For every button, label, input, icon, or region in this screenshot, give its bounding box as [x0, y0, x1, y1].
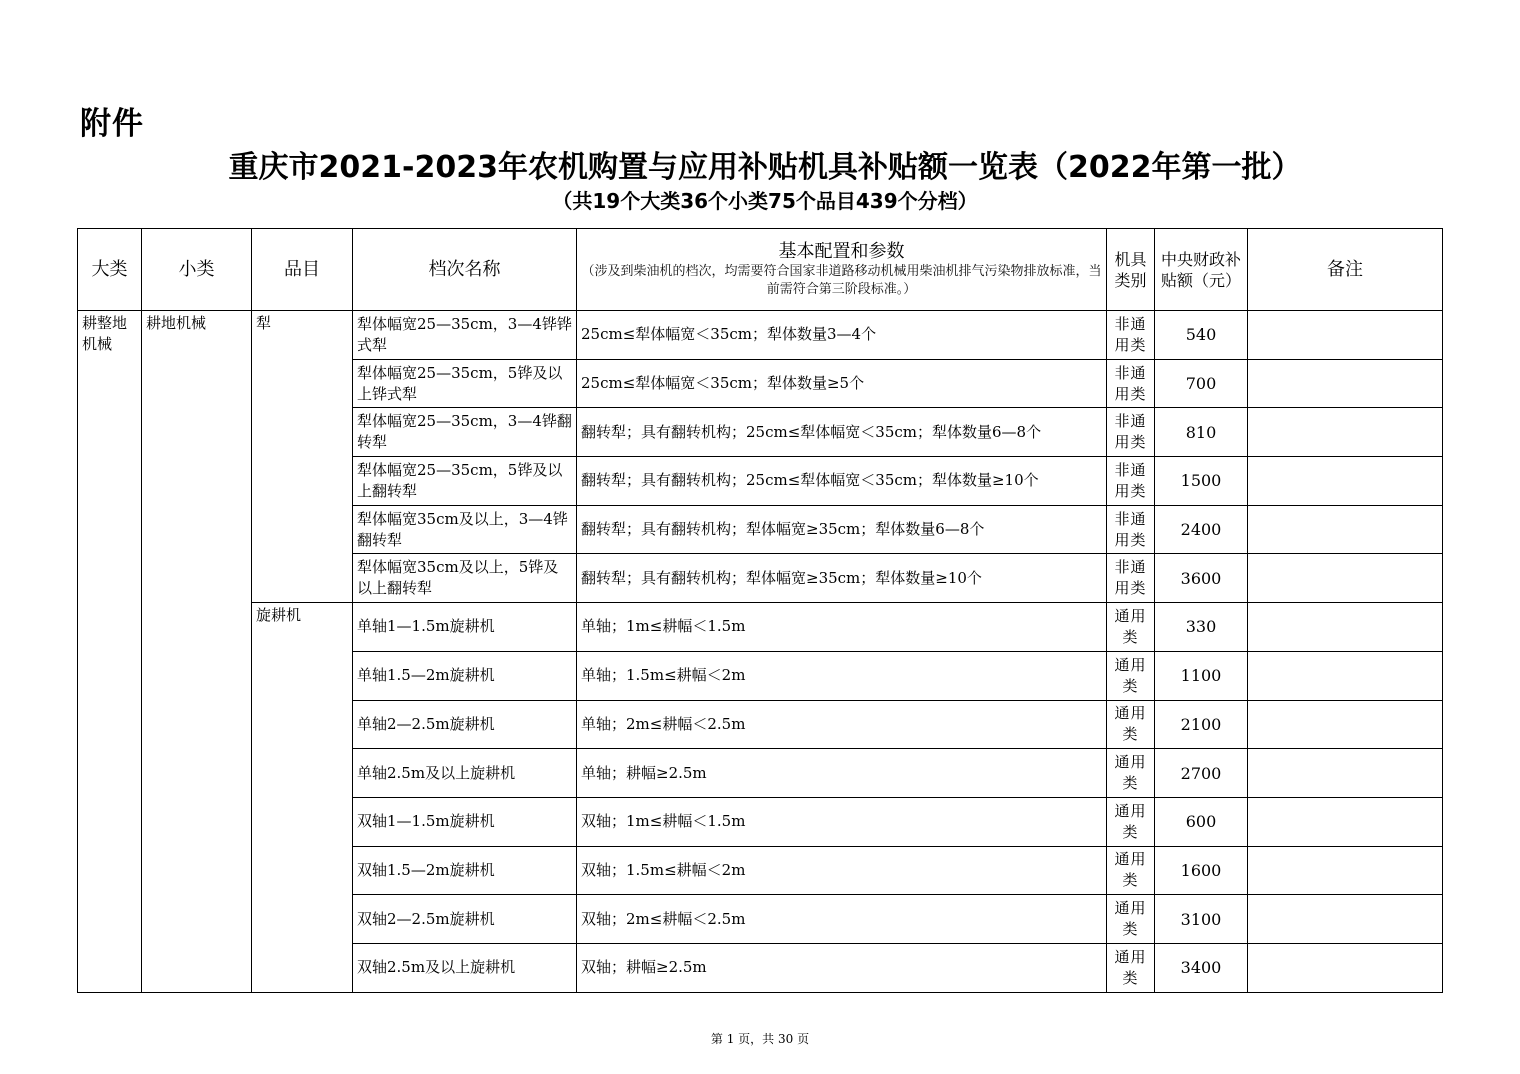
- cell-remark: [1248, 505, 1443, 554]
- cell-remark: [1248, 408, 1443, 457]
- table-row: [78, 603, 1443, 652]
- cell-remark: [1248, 895, 1443, 944]
- cell-remark: [1248, 846, 1443, 895]
- cell-params: 翻转犁；具有翻转机构；25cm≤犁体幅宽＜35cm；犁体数量6—8个: [577, 408, 1107, 457]
- cell-params: 双轴；耕幅≥2.5m: [577, 943, 1107, 992]
- cell-params: 翻转犁；具有翻转机构；犁体幅宽≥35cm；犁体数量6—8个: [577, 505, 1107, 554]
- cell-machine-type: 通用类: [1107, 797, 1155, 846]
- cell-amount: 1500: [1155, 457, 1248, 506]
- cell-remark: [1248, 554, 1443, 603]
- page-footer: 第 1 页，共 30 页: [710, 1032, 810, 1046]
- table-header-row: [78, 229, 1443, 311]
- cell-remark: [1248, 749, 1443, 798]
- cell-params: 双轴；2m≤耕幅＜2.5m: [577, 895, 1107, 944]
- cell-machine-type: 通用类: [1107, 895, 1155, 944]
- header-params: [577, 229, 1107, 311]
- cell-params: 单轴；1m≤耕幅＜1.5m: [577, 603, 1107, 652]
- cell-amount: 2100: [1155, 700, 1248, 749]
- header-params-title: 基本配置和参数: [778, 240, 905, 262]
- cell-item: 旋耕机: [252, 603, 353, 993]
- cell-machine-type: 通用类: [1107, 749, 1155, 798]
- cell-remark: [1248, 359, 1443, 408]
- cell-grade: 犁体幅宽25—35cm，3—4铧铧式犁: [353, 311, 577, 360]
- table-row: [78, 311, 1443, 360]
- cell-params: 翻转犁；具有翻转机构；犁体幅宽≥35cm；犁体数量≥10个: [577, 554, 1107, 603]
- cell-machine-type: 通用类: [1107, 846, 1155, 895]
- cell-machine-type: 通用类: [1107, 651, 1155, 700]
- cell-grade: 双轴1—1.5m旋耕机: [353, 797, 577, 846]
- cell-machine-type: 非通用类: [1107, 359, 1155, 408]
- cell-grade: 双轴1.5—2m旋耕机: [353, 846, 577, 895]
- cell-amount: 600: [1155, 797, 1248, 846]
- cell-amount: 1600: [1155, 846, 1248, 895]
- cell-remark: [1248, 603, 1443, 652]
- cell-params: 单轴；1.5m≤耕幅＜2m: [577, 651, 1107, 700]
- cell-params: 翻转犁；具有翻转机构；25cm≤犁体幅宽＜35cm；犁体数量≥10个: [577, 457, 1107, 506]
- header-subcategory: 小类: [142, 229, 252, 311]
- cell-amount: 1100: [1155, 651, 1248, 700]
- header-params-note: （涉及到柴油机的档次，均需要符合国家非道路移动机械用柴油机排气污染物排放标准，当前需符合第三阶段标准。）: [581, 263, 1102, 297]
- cell-grade: 犁体幅宽25—35cm，3—4铧翻转犁: [353, 408, 577, 457]
- cell-params: 25cm≤犁体幅宽＜35cm；犁体数量3—4个: [577, 311, 1107, 360]
- cell-remark: [1248, 700, 1443, 749]
- cell-amount: 2400: [1155, 505, 1248, 554]
- header-subsidy: 中央财政补贴额（元）: [1155, 229, 1248, 311]
- cell-amount: 810: [1155, 408, 1248, 457]
- cell-machine-type: 非通用类: [1107, 457, 1155, 506]
- header-category: 大类: [78, 229, 142, 311]
- cell-remark: [1248, 943, 1443, 992]
- header-grade: 档次名称: [353, 229, 577, 311]
- cell-grade: 犁体幅宽25—35cm，5铧及以上翻转犁: [353, 457, 577, 506]
- cell-grade: 双轴2.5m及以上旋耕机: [353, 943, 577, 992]
- cell-params: 25cm≤犁体幅宽＜35cm；犁体数量≥5个: [577, 359, 1107, 408]
- cell-amount: 3100: [1155, 895, 1248, 944]
- cell-machine-type: 通用类: [1107, 700, 1155, 749]
- cell-params: 双轴；1m≤耕幅＜1.5m: [577, 797, 1107, 846]
- cell-grade: 双轴2—2.5m旋耕机: [353, 895, 577, 944]
- cell-machine-type: 通用类: [1107, 943, 1155, 992]
- document-title: 重庆市2021-2023年农机购置与应用补贴机具补贴额一览表（2022年第一批）: [228, 150, 1302, 185]
- cell-amount: 3600: [1155, 554, 1248, 603]
- cell-params: 双轴；1.5m≤耕幅＜2m: [577, 846, 1107, 895]
- cell-grade: 犁体幅宽25—35cm，5铧及以上铧式犁: [353, 359, 577, 408]
- cell-item: 犁: [252, 311, 353, 603]
- subsidy-table: [77, 228, 1443, 993]
- cell-remark: [1248, 457, 1443, 506]
- cell-params: 单轴；2m≤耕幅＜2.5m: [577, 700, 1107, 749]
- cell-amount: 700: [1155, 359, 1248, 408]
- cell-machine-type: 非通用类: [1107, 554, 1155, 603]
- cell-grade: 单轴2.5m及以上旋耕机: [353, 749, 577, 798]
- cell-grade: 单轴1—1.5m旋耕机: [353, 603, 577, 652]
- cell-machine-type: 非通用类: [1107, 311, 1155, 360]
- table-body: [78, 311, 1443, 993]
- cell-grade: 犁体幅宽35cm及以上，3—4铧翻转犁: [353, 505, 577, 554]
- attachment-label: 附件: [80, 106, 144, 142]
- header-machine-type: 机具类别: [1107, 229, 1155, 311]
- cell-machine-type: 通用类: [1107, 603, 1155, 652]
- cell-subcategory: 耕地机械: [142, 311, 252, 993]
- cell-grade: 单轴2—2.5m旋耕机: [353, 700, 577, 749]
- header-item: 品目: [252, 229, 353, 311]
- header-remark: 备注: [1248, 229, 1443, 311]
- cell-params: 单轴；耕幅≥2.5m: [577, 749, 1107, 798]
- cell-amount: 540: [1155, 311, 1248, 360]
- cell-remark: [1248, 651, 1443, 700]
- cell-machine-type: 非通用类: [1107, 408, 1155, 457]
- cell-remark: [1248, 311, 1443, 360]
- cell-amount: 3400: [1155, 943, 1248, 992]
- cell-amount: 2700: [1155, 749, 1248, 798]
- cell-machine-type: 非通用类: [1107, 505, 1155, 554]
- document-subtitle: （共19个大类36个小类75个品目439个分档）: [552, 189, 978, 213]
- cell-category: 耕整地机械: [78, 311, 142, 993]
- cell-grade: 犁体幅宽35cm及以上，5铧及以上翻转犁: [353, 554, 577, 603]
- cell-remark: [1248, 797, 1443, 846]
- cell-grade: 单轴1.5—2m旋耕机: [353, 651, 577, 700]
- cell-amount: 330: [1155, 603, 1248, 652]
